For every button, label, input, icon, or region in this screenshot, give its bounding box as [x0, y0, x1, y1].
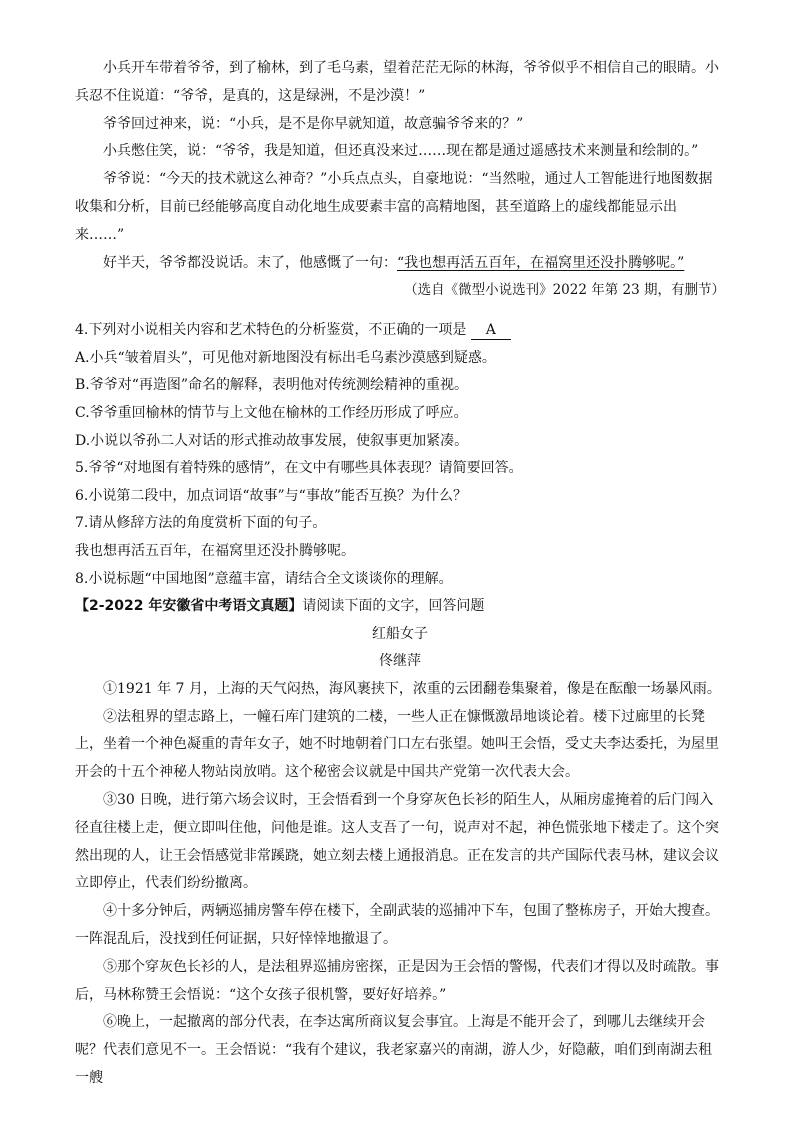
question-8: 8.小说标题“中国地图”意蕴丰富，请结合全文谈谈你的理解。	[75, 570, 453, 587]
questions-section	[75, 317, 725, 593]
question-4-text: 4.下列对小说相关内容和艺术特色的分析鉴赏，不正确的一项是	[75, 322, 467, 339]
option-c: C.爷爷重回榆林的情节与上文他在榆林的工作经历形成了呼应。	[75, 404, 468, 421]
section-header-bold: 【2-2022 年安徽省中考语文真题】	[75, 598, 303, 615]
article-paragraph-5: ⑤那个穿灰色长衫的人，是法租界巡捕房密探，正是因为王会悟的警惕，代表们才得以及时疏散。事后，马林称赞王会悟说：“这个女孩子很机警，要好好培养。”	[75, 958, 719, 1003]
question-7: 7.请从修辞方法的角度赏析下面的句子。	[75, 515, 327, 532]
question-7-sentence: 我也想再活五百年，在福窝里还没扑腾够呢。	[75, 542, 355, 559]
story-paragraph-3: 小兵憋住笑，说：“爷爷，我是知道，但还真没来过……现在都是通过遥感技术来测量和绘制的。”	[103, 143, 699, 160]
option-a: A.小兵“皱着眉头”，可见他对新地图没有标出毛乌素沙漠感到疑惑。	[75, 349, 496, 366]
section-header	[75, 593, 725, 621]
story-paragraph-5-text: 好半天，爷爷都没说话。末了，他感慨了一句：	[103, 254, 397, 271]
story-paragraph-1: 小兵开车带着爷爷，到了榆林，到了毛乌素，望着茫茫无际的林海，爷爷似乎不相信自己的眼睛。小兵忍不住说道：“爷爷，是真的，这是绿洲，不是沙漠！”	[75, 60, 719, 104]
question-4	[75, 317, 725, 345]
source-citation: （选自《微型小说选刊》2022 年第 23 期，有删节）	[404, 282, 725, 299]
article-paragraph-3: ③30 日晚，进行第六场会议时，王会悟看到一个身穿灰色长衫的陌生人，从厢房虚掩着的后门闯入径直往楼上走，便立即叫住他，问他是谁。这人支吾了一句，说声对不起，神色慌张地下楼走了。这个突然出现的人，让王会悟感觉非常蹊跷，她立刻去楼上通报消息。正在发言的共产国际代表马林，建议会议立即停止，代表们纷纷撤离。	[75, 792, 719, 892]
section-2	[75, 593, 725, 1093]
option-b: B.爷爷对“再造图”命名的解释，表明他对传统测绘精神的重视。	[75, 377, 469, 394]
underlined-quote: “我也想再活五百年，在福窝里还没扑腾够呢。”	[397, 254, 685, 271]
story-paragraph-4: 爷爷说：“今天的技术就这么神奇？”小兵点点头，自豪地说：“当然啦，通过人工智能进行地图数据收集和分析，目前已经能够高度自动化地生成要素丰富的高精地图，甚至道路上的虚线都能显示出来……”	[75, 171, 713, 243]
option-d: D.小说以爷孙二人对话的形式推动故事发展，使叙事更加紧凑。	[75, 432, 469, 449]
article-paragraph-1: ①1921 年 7 月，上海的天气闷热，海风裹挟下，浓重的云团翻卷集聚着，像是在酝酿一场暴风雨。	[103, 680, 721, 697]
story-paragraph-2: 爷爷回过神来，说：“小兵，是不是你早就知道，故意骗爷爷来的？”	[103, 115, 524, 132]
story-paragraph-5	[75, 250, 725, 278]
article-paragraph-6: ⑥晚上，一起撤离的部分代表，在李达寓所商议复会事宜。上海是不能开会了，到哪儿去继续开会呢？代表们意见不一。王会悟说：“我有个建议，我老家嘉兴的南湖，游人少，好隐蔽，咱们到南湖去租一艘	[75, 1014, 713, 1087]
story-excerpt	[75, 55, 725, 305]
article-paragraph-2: ②法租界的望志路上，一幢石库门建筑的二楼，一些人正在慷慨激昂地谈论着。楼下过廊里的长凳上，坐着一个神色凝重的青年女子，她不时地朝着门口左右张望。她叫王会悟，受丈夫李达委托，为屋里开会的十五个神秘人物站岗放哨。这个秘密会议就是中国共产党第一次代表大会。	[75, 708, 719, 781]
section-header-instruction: 请阅读下面的文字，回答问题	[302, 598, 485, 615]
question-6: 6.小说第二段中，加点词语“故事”与“事故”能否互换？为什么？	[75, 487, 467, 504]
document-page	[75, 55, 725, 1093]
answer-blank: A	[471, 321, 511, 340]
article-author: 佟继萍	[379, 653, 421, 670]
article-paragraph-4: ④十多分钟后，两辆巡捕房警车停在楼下，全副武装的巡捕冲下车，包围了整栋房子，开始大搜查。一阵混乱后，没找到任何证据，只好悻悻地撤退了。	[75, 903, 719, 948]
question-5: 5.爷爷“对地图有着特殊的感情”，在文中有哪些具体表现？请简要回答。	[75, 460, 523, 477]
article-title: 红船女子	[372, 625, 428, 642]
